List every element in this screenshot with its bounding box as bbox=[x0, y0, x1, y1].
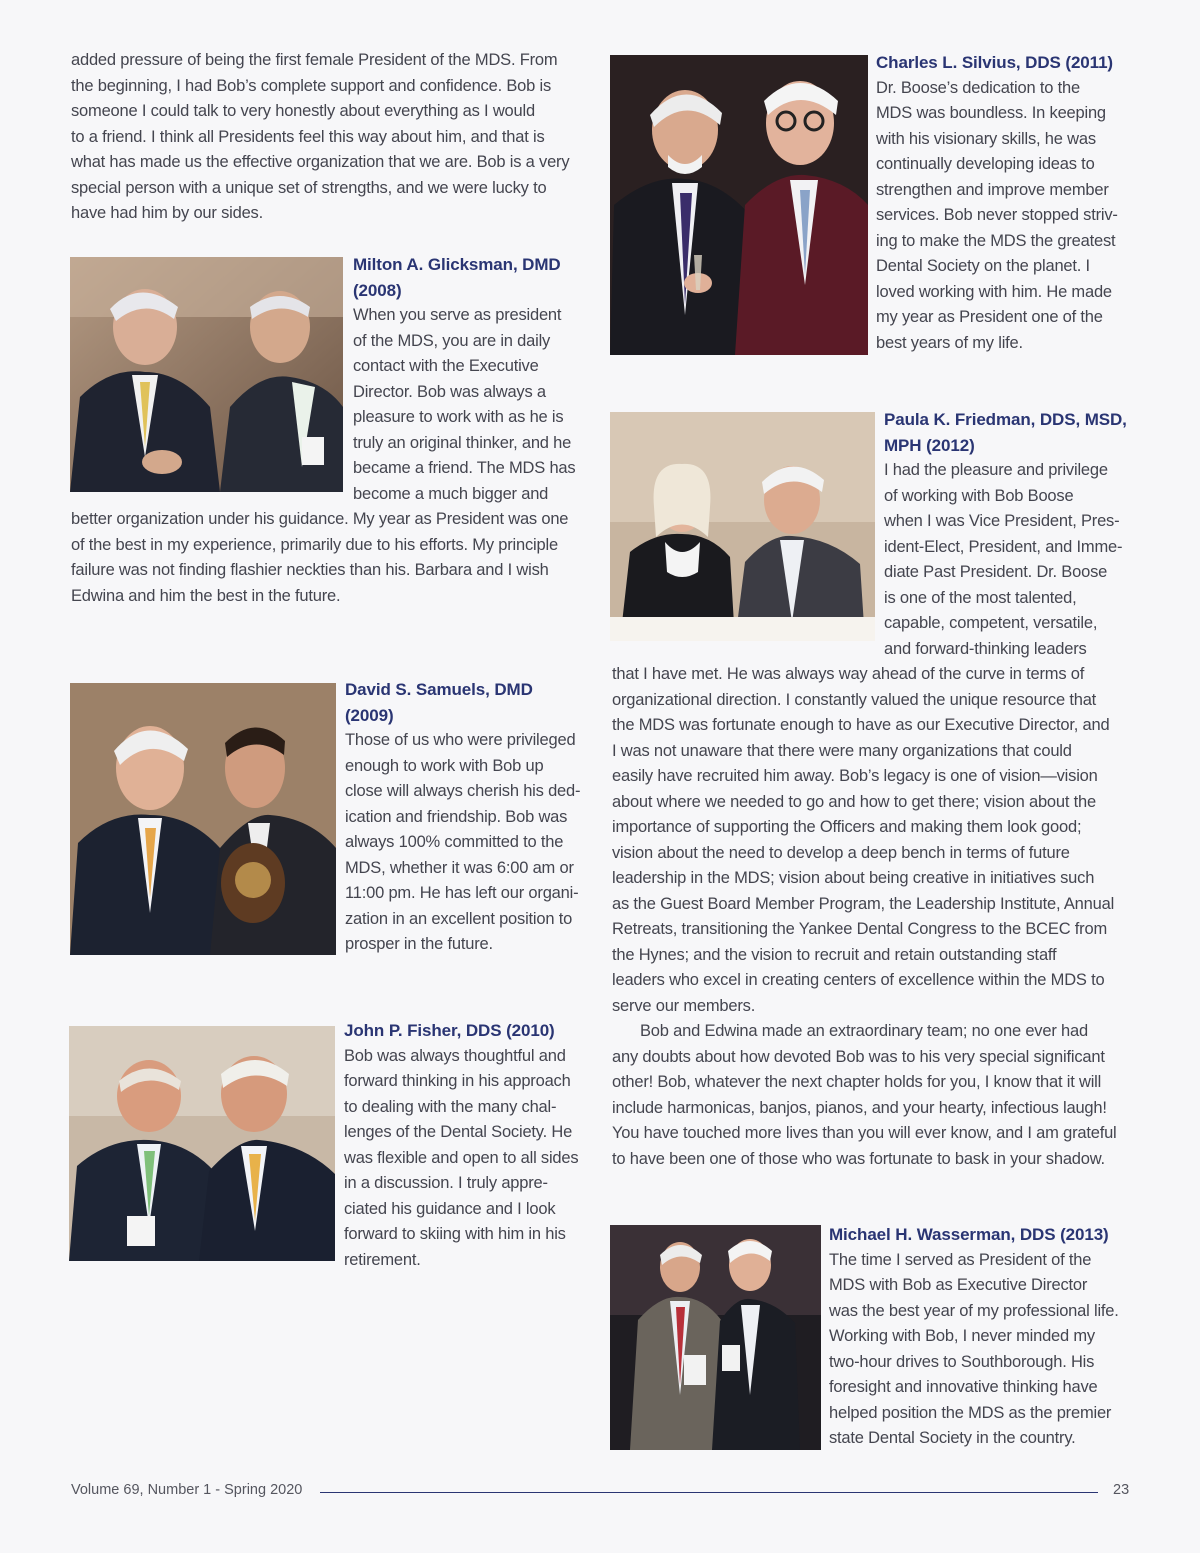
text-line: two-hour drives to Southborough. His bbox=[829, 1352, 1095, 1371]
text-line: as the Guest Board Member Program, the Leadership Institute, Annual bbox=[612, 894, 1115, 913]
text-line: state Dental Society in the country. bbox=[829, 1429, 1076, 1447]
text-line: Director. Bob was always a bbox=[353, 382, 546, 401]
photo-silvius bbox=[610, 55, 868, 355]
text-line: MDS, whether it was 6:00 am or bbox=[345, 858, 574, 877]
photo-wasserman bbox=[610, 1225, 821, 1450]
text-line: the Hynes; and the vision to recruit and retain outstanding staff bbox=[612, 945, 1057, 964]
text-line: forward thinking in his approach bbox=[344, 1072, 571, 1090]
text-line: Edwina and him the best in the future. bbox=[71, 586, 341, 605]
text-line: enough to work with Bob up bbox=[345, 756, 544, 775]
text-line: ciated his guidance and I look bbox=[344, 1199, 556, 1218]
text-line: forward to skiing with him in his bbox=[344, 1225, 566, 1243]
text-line: 11:00 pm. He has left our organi- bbox=[345, 884, 579, 902]
text-line: helped position the MDS as the premier bbox=[829, 1403, 1112, 1422]
text-line: with his visionary skills, he was bbox=[876, 129, 1096, 148]
text-line: to dealing with the many chal- bbox=[344, 1097, 557, 1116]
text-line: the MDS was fortunate enough to have as our Executive Director, and bbox=[612, 716, 1110, 734]
issue-label: Volume 69, Number 1 - Spring 2020 bbox=[71, 1482, 303, 1498]
text-line: prosper in the future. bbox=[345, 935, 493, 953]
text-line: truly an original thinker, and he bbox=[353, 433, 572, 452]
text-line: and forward-thinking leaders bbox=[884, 639, 1087, 658]
text-line: of the MDS, you are in daily bbox=[353, 331, 551, 350]
text-line: when I was Vice President, Pres- bbox=[884, 512, 1120, 530]
text-line: failure was not finding flashier neckties than his. Barbara and I wish bbox=[71, 561, 549, 579]
text-line: foresight and innovative thinking have bbox=[829, 1378, 1098, 1396]
photo-glicksman bbox=[70, 257, 343, 492]
text-line: I was not unaware that there were many organizations that could bbox=[612, 741, 1072, 760]
fisher-name: John P. Fisher, DDS (2010) bbox=[344, 1021, 555, 1040]
text-line: that I have met. He was always way ahead of the curve in terms of bbox=[612, 665, 1085, 683]
text-line: ident-Elect, President, and Imme- bbox=[884, 537, 1123, 556]
text-line: someone I could talk to very honestly about everything as I would bbox=[71, 102, 535, 120]
text-line: became a friend. The MDS has bbox=[353, 459, 576, 477]
photo-fisher bbox=[69, 1026, 335, 1261]
text-line: capable, competent, versatile, bbox=[884, 614, 1098, 632]
text-line: strengthen and improve member bbox=[876, 180, 1109, 199]
silvius-name: Charles L. Silvius, DDS (2011) bbox=[876, 53, 1113, 72]
glicksman-name: Milton A. Glicksman, DMD bbox=[353, 255, 561, 274]
text-line: to a friend. I think all Presidents feel this way about him, and that is bbox=[71, 127, 545, 146]
text-line: is one of the most talented, bbox=[884, 588, 1077, 607]
text-line: ing to make the MDS the greatest bbox=[876, 231, 1116, 250]
text-line: the beginning, I had Bob’s complete support and confidence. Bob is bbox=[71, 76, 552, 95]
text-line: have had him by our sides. bbox=[71, 204, 263, 222]
text-line: of working with Bob Boose bbox=[884, 486, 1074, 505]
text-line: retirement. bbox=[344, 1250, 421, 1269]
text-line: zation in an excellent position to bbox=[345, 909, 573, 928]
text-line: to have been one of those who was fortunate to bask in your shadow. bbox=[612, 1149, 1105, 1168]
text-line: always 100% committed to the bbox=[345, 833, 564, 851]
text-line: importance of supporting the Officers and making them look good; bbox=[612, 818, 1082, 836]
text-line: in a discussion. I truly appre- bbox=[344, 1174, 548, 1192]
wasserman-name: Michael H. Wasserman, DDS (2013) bbox=[829, 1225, 1109, 1244]
text-line: leadership in the MDS; vision about being creative in initiatives such bbox=[612, 869, 1095, 887]
text-line: Dental Society on the planet. I bbox=[876, 257, 1090, 275]
text-line: vision about the need to develop a deep bench in terms of future bbox=[612, 843, 1070, 862]
text-line: MDS was boundless. In keeping bbox=[876, 104, 1106, 122]
text-line: about where we needed to go and how to get there; vision about the bbox=[612, 792, 1096, 811]
text-line: When you serve as president bbox=[353, 306, 562, 324]
text-line: special person with a unique set of strengths, and we were lucky to bbox=[71, 178, 547, 197]
text-line: diate Past President. Dr. Boose bbox=[884, 563, 1108, 581]
friedman-year: MPH (2012) bbox=[884, 435, 975, 455]
glicksman-year: (2008) bbox=[353, 280, 402, 300]
text-line: of the best in my experience, primarily due to his efforts. My principle bbox=[71, 535, 558, 554]
text-line: Bob and Edwina made an extraordinary team; no one ever had bbox=[640, 1022, 1088, 1040]
text-line: what has made us the effective organization that we are. Bob is a very bbox=[71, 153, 570, 171]
text-line: any doubts about how devoted Bob was to his very special significant bbox=[612, 1047, 1105, 1066]
text-line: Bob was always thoughtful and bbox=[344, 1046, 566, 1065]
friedman-name: Paula K. Friedman, DDS, MSD, bbox=[884, 410, 1127, 429]
text-line: become a much bigger and bbox=[353, 484, 549, 503]
text-line: continually developing ideas to bbox=[876, 155, 1095, 173]
samuels-name: David S. Samuels, DMD bbox=[345, 680, 533, 699]
text-line: I had the pleasure and privilege bbox=[884, 461, 1108, 479]
photo-friedman bbox=[610, 412, 875, 641]
text-line: close will always cherish his ded- bbox=[345, 782, 581, 800]
footer-rule bbox=[320, 1492, 1098, 1493]
text-line: contact with the Executive bbox=[353, 357, 539, 375]
text-line: pleasure to work with as he is bbox=[353, 408, 564, 426]
text-line: MDS with Bob as Executive Director bbox=[829, 1276, 1088, 1294]
text-line: Retreats, transitioning the Yankee Dental Congress to the BCEC from bbox=[612, 920, 1107, 938]
text-line: loved working with him. He made bbox=[876, 282, 1112, 301]
text-line: was flexible and open to all sides bbox=[344, 1148, 579, 1167]
text-line: better organization under his guidance. My year as President was one bbox=[71, 510, 569, 528]
text-line: ication and friendship. Bob was bbox=[345, 807, 568, 826]
text-line: added pressure of being the first female President of the MDS. From bbox=[71, 51, 558, 69]
text-line: Working with Bob, I never minded my bbox=[829, 1327, 1095, 1345]
page-number: 23 bbox=[1113, 1482, 1130, 1498]
text-line: serve our members. bbox=[612, 996, 756, 1015]
text-line: was the best year of my professional life. bbox=[829, 1301, 1119, 1320]
photo-samuels bbox=[70, 683, 336, 955]
text-line: best years of my life. bbox=[876, 333, 1023, 352]
text-line: Dr. Boose’s dedication to the bbox=[876, 78, 1080, 97]
text-line: You have touched more lives than you will ever know, and I am grateful bbox=[612, 1124, 1117, 1142]
text-line: lenges of the Dental Society. He bbox=[344, 1123, 573, 1141]
text-line: my year as President one of the bbox=[876, 308, 1103, 326]
text-line: organizational direction. I constantly valued the unique resource that bbox=[612, 690, 1097, 709]
samuels-year: (2009) bbox=[345, 705, 394, 725]
text-line: include harmonicas, banjos, pianos, and your hearty, infectious laugh! bbox=[612, 1098, 1107, 1117]
text-line: services. Bob never stopped striv- bbox=[876, 206, 1118, 224]
text-line: leaders who excel in creating centers of excellence within the MDS to bbox=[612, 971, 1105, 989]
text-line: easily have recruited him away. Bob’s legacy is one of vision—vision bbox=[612, 767, 1098, 785]
text-line: other! Bob, whatever the next chapter holds for you, I know that it will bbox=[612, 1073, 1102, 1091]
text-line: The time I served as President of the bbox=[829, 1250, 1092, 1269]
text-line: Those of us who were privileged bbox=[345, 731, 576, 749]
